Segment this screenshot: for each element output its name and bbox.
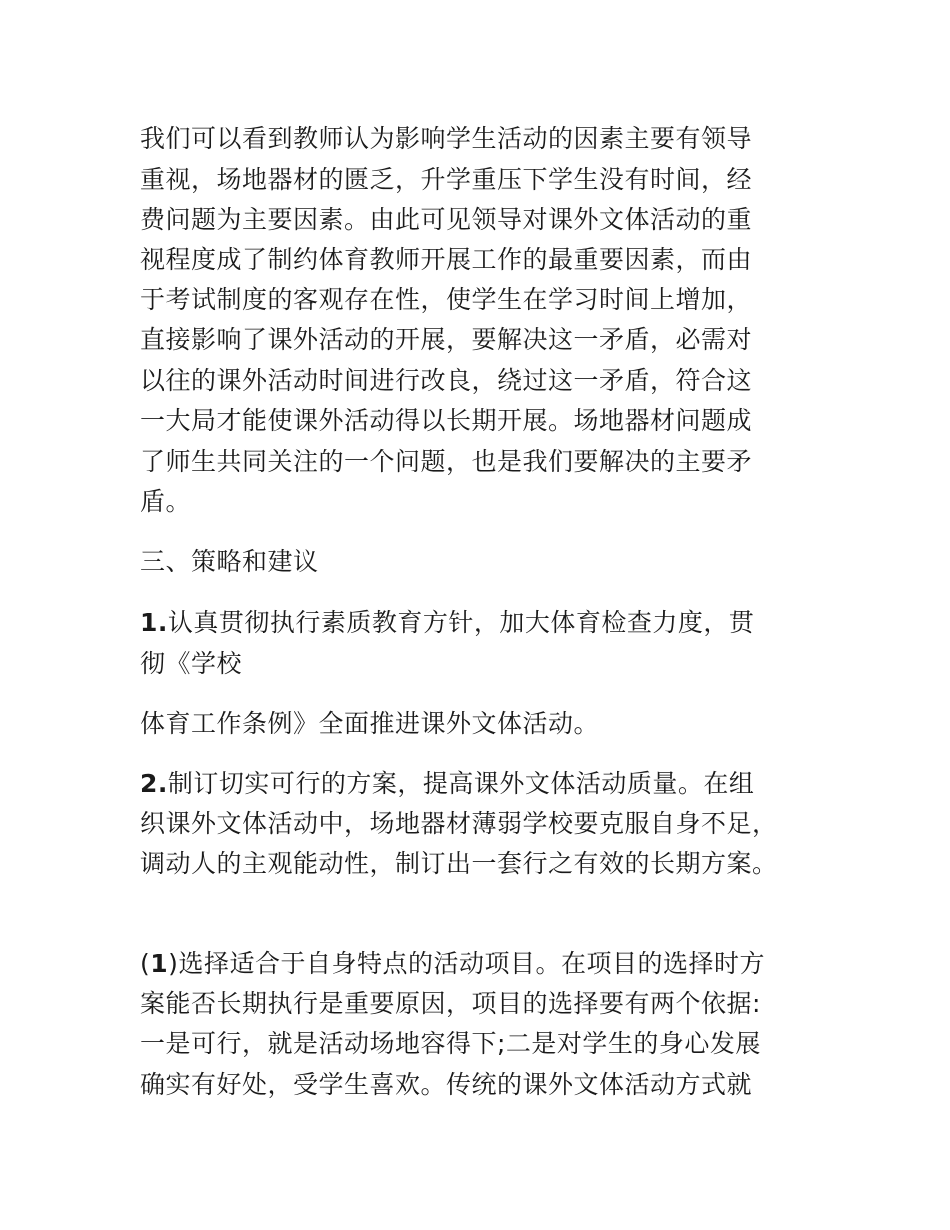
sub-item-paren-close: ) xyxy=(168,949,179,978)
list-item-1-line2: 彻《学校 xyxy=(140,649,243,678)
sub-item-paren-open: ( xyxy=(140,949,151,978)
paragraph-line: 直接影响了课外活动的开展，要解决这一矛盾，必需对 xyxy=(140,325,753,354)
sub-item-1-line2: 案能否长期执行是重要原因，项目的选择要有两个依据: xyxy=(140,989,761,1018)
list-item-2-line2: 织课外文体活动中，场地器材薄弱学校要克服自身不足， xyxy=(140,809,778,838)
sub-item-text: 选择适合于自身特点的活动项目。在项目的选择时方 xyxy=(178,949,765,978)
list-item-text: 制订切实可行的方案，提高课外文体活动质量。在组 xyxy=(167,769,755,798)
list-item-1-continuation: 体育工作条例》全面推进课外文体活动。 xyxy=(140,709,600,738)
paragraph-line: 我们可以看到教师认为影响学生活动的因素主要有领导 xyxy=(140,124,753,153)
list-item-number: 2. xyxy=(140,769,168,798)
paragraph-line: 重视，场地器材的匮乏，升学重压下学生没有时间，经 xyxy=(140,165,753,194)
paragraph-line: 于考试制度的客观存在性，使学生在学习时间上增加， xyxy=(140,285,753,314)
paragraph-line: 一大局才能使课外活动得以长期开展。场地器材问题成 xyxy=(140,406,753,435)
paragraph-line: 了师生共同关注的一个问题，也是我们要解决的主要矛 xyxy=(140,447,753,476)
paragraph-line: 视程度成了制约体育教师开展工作的最重要因素，而由 xyxy=(140,245,753,274)
paragraph-line: 费问题为主要因素。由此可见领导对课外文体活动的重 xyxy=(140,205,753,234)
list-item-2-line1 xyxy=(140,768,754,800)
sub-item-1-line4: 确实有好处，受学生喜欢。传统的课外文体活动方式就 xyxy=(140,1070,753,1099)
sub-item-number: 1 xyxy=(150,949,169,978)
list-item-1-line1 xyxy=(140,607,754,639)
list-item-2-line3: 调动人的主观能动性，制订出一套行之有效的长期方案。 xyxy=(140,849,778,878)
sub-item-1-line1 xyxy=(140,948,765,980)
list-item-number: 1. xyxy=(140,608,168,637)
list-item-text: 认真贯彻执行素质教育方针，加大体育检查力度，贯 xyxy=(167,608,755,637)
paragraph-line: 以往的课外活动时间进行改良，绕过这一矛盾，符合这 xyxy=(140,366,753,395)
paragraph-line: 盾。 xyxy=(140,487,192,516)
section-heading: 三、策略和建议 xyxy=(140,547,319,576)
sub-item-1-line3: 一是可行，就是活动场地容得下;二是对学生的身心发展 xyxy=(140,1029,761,1058)
